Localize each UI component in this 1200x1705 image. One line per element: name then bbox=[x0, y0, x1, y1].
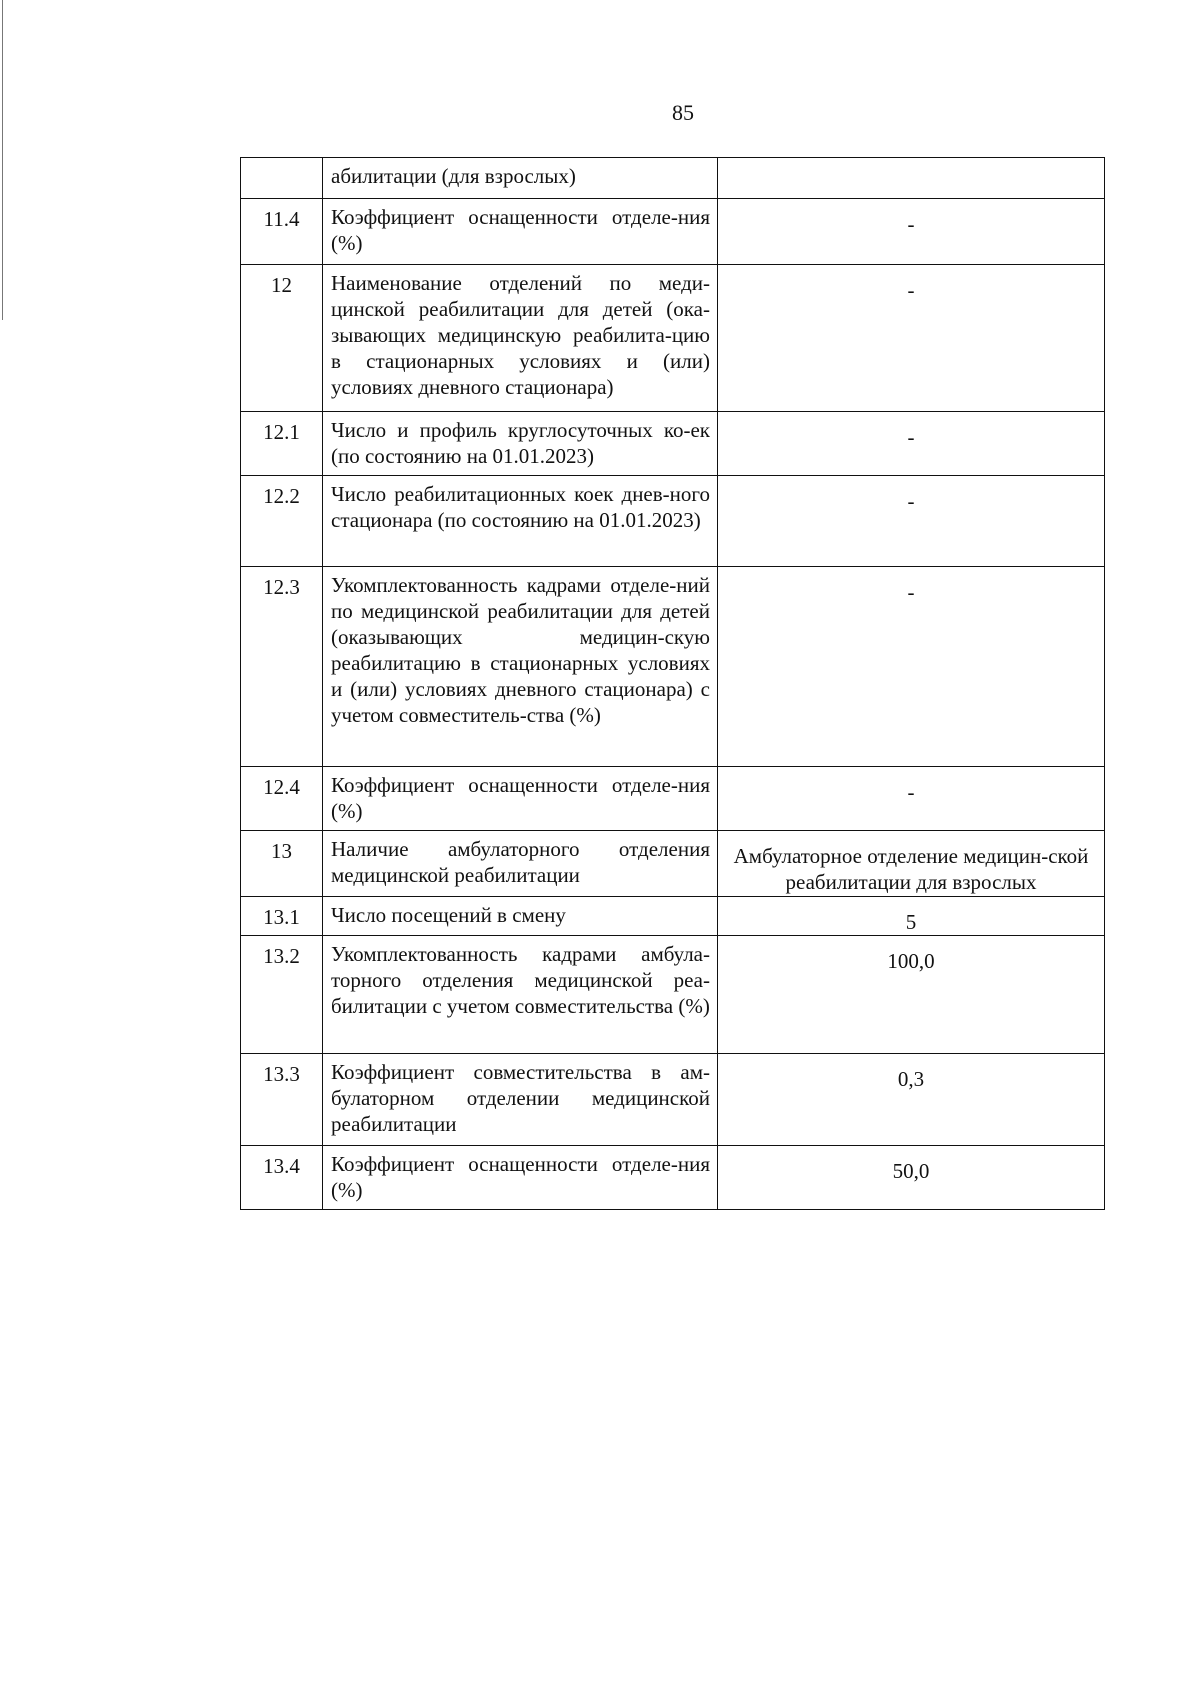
table-row bbox=[241, 936, 1105, 1054]
row-value: - bbox=[718, 199, 1105, 265]
row-number: 11.4 bbox=[241, 199, 323, 265]
row-name: Число реабилитационных коек днев-ного стационара (по состоянию на 01.01.2023) bbox=[323, 476, 718, 567]
table-row bbox=[241, 1146, 1105, 1210]
page-number: 85 bbox=[672, 100, 694, 125]
row-value: - bbox=[718, 476, 1105, 567]
table-row bbox=[241, 567, 1105, 767]
row-value: Амбулаторное отделение медицин-ской реабилитации для взрослых bbox=[718, 831, 1105, 897]
row-name: Укомплектованность кадрами амбула-торного отделения медицинской реа-билитации с учетом совместительства (%) bbox=[323, 936, 718, 1054]
row-number: 12.4 bbox=[241, 767, 323, 831]
row-number: 13.2 bbox=[241, 936, 323, 1054]
row-value: - bbox=[718, 767, 1105, 831]
row-name: Наличие амбулаторного отделения медицинской реабилитации bbox=[323, 831, 718, 897]
row-name: Число и профиль круглосуточных ко-ек (по состоянию на 01.01.2023) bbox=[323, 412, 718, 476]
row-name: Коэффициент оснащенности отделе-ния (%) bbox=[323, 1146, 718, 1210]
row-number: 13.3 bbox=[241, 1054, 323, 1146]
row-value: 0,3 bbox=[718, 1054, 1105, 1146]
row-name: Коэффициент совместительства в ам-булаторном отделении медицинской реабилитации bbox=[323, 1054, 718, 1146]
table-row bbox=[241, 199, 1105, 265]
row-value: 100,0 bbox=[718, 936, 1105, 1054]
row-number: 12 bbox=[241, 265, 323, 412]
table-row bbox=[241, 767, 1105, 831]
row-name: Коэффициент оснащенности отделе-ния (%) bbox=[323, 199, 718, 265]
row-number: 12.1 bbox=[241, 412, 323, 476]
row-value: - bbox=[718, 265, 1105, 412]
row-number: 13.4 bbox=[241, 1146, 323, 1210]
row-name: Число посещений в смену bbox=[323, 897, 718, 936]
row-value: - bbox=[718, 567, 1105, 767]
row-value bbox=[718, 158, 1105, 199]
table-row bbox=[241, 158, 1105, 199]
table-row bbox=[241, 412, 1105, 476]
row-number: 13 bbox=[241, 831, 323, 897]
row-value: 5 bbox=[718, 897, 1105, 936]
table-row bbox=[241, 1054, 1105, 1146]
table-row bbox=[241, 265, 1105, 412]
row-number bbox=[241, 158, 323, 199]
row-number: 13.1 bbox=[241, 897, 323, 936]
table-row bbox=[241, 476, 1105, 567]
table-row bbox=[241, 831, 1105, 897]
table-row bbox=[241, 897, 1105, 936]
row-number: 12.2 bbox=[241, 476, 323, 567]
indicators-table bbox=[240, 157, 1105, 1210]
row-number: 12.3 bbox=[241, 567, 323, 767]
row-name: Укомплектованность кадрами отделе-ний по медицинской реабилитации для детей (оказывающих медицин-скую реабилитацию в стационарных условиях и (или) условиях дневного стационара) с учетом совместитель-ства (%) bbox=[323, 567, 718, 767]
row-name: абилитации (для взрослых) bbox=[323, 158, 718, 199]
row-name: Наименование отделений по меди-цинской реабилитации для детей (ока-зывающих медицинскую реабилита-цию в стационарных условиях и (или) условиях дневного стационара) bbox=[323, 265, 718, 412]
row-name: Коэффициент оснащенности отделе-ния (%) bbox=[323, 767, 718, 831]
row-value: 50,0 bbox=[718, 1146, 1105, 1210]
scan-margin-line bbox=[2, 0, 3, 320]
row-value: - bbox=[718, 412, 1105, 476]
